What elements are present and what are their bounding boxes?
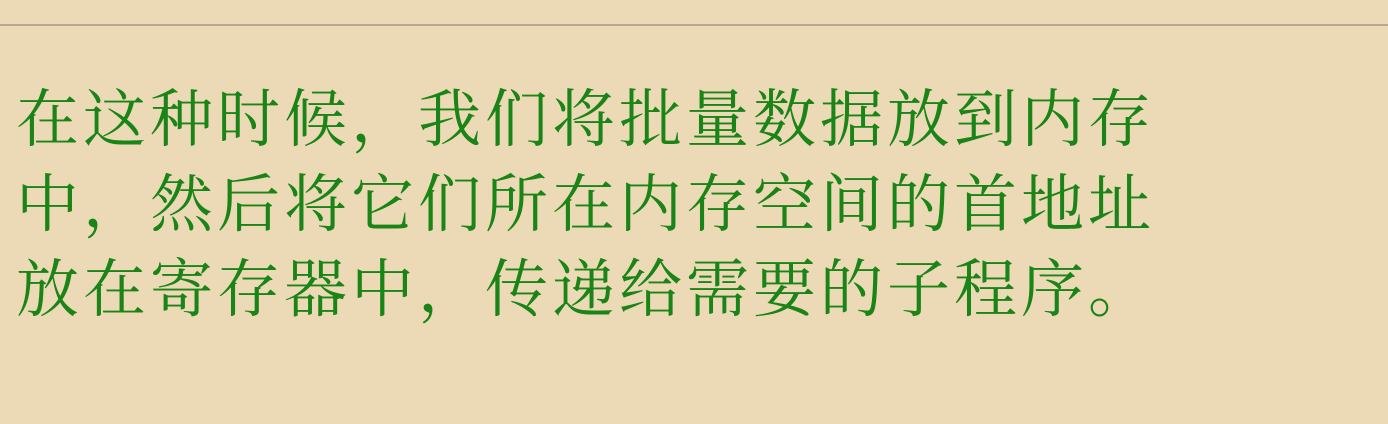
text-paragraph — [16, 77, 1376, 332]
top-divider — [0, 24, 1388, 26]
text-line-2: 中，然后将它们所在内存空间的首地址 — [16, 168, 1155, 241]
text-line-1: 在这种时候，我们将批量数据放到内存 — [16, 83, 1155, 156]
text-line-3: 放在寄存器中，传递给需要的子程序。 — [16, 253, 1155, 326]
